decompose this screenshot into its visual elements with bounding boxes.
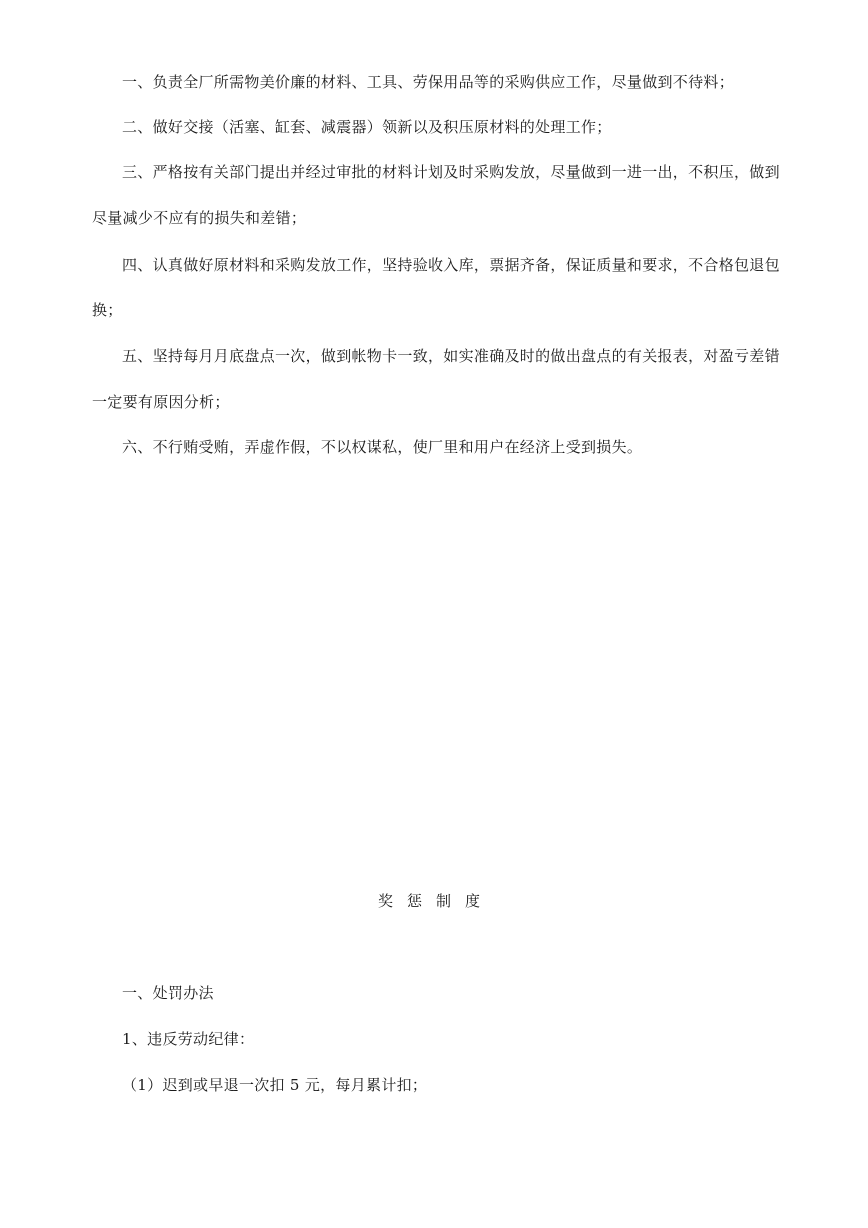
duty-5: 五、坚持每月月底盘点一次，做到帐物卡一致，如实准确及时的做出盘点的有关报表，对盈亏差错 [122,347,780,365]
duty-5-continued: 一定要有原因分析； [92,393,230,411]
duty-3-continued: 尽量减少不应有的损失和差错； [92,209,307,227]
section-subheading: 1、违反劳动纪律： [122,1030,255,1048]
duty-4-continued: 换； [92,301,123,319]
duty-1: 一、负责全厂所需物美价廉的材料、工具、劳保用品等的采购供应工作，尽量做到不待料； [122,73,735,91]
section-title: 奖惩制度 [378,892,495,910]
section-item: （1）迟到或早退一次扣 5 元，每月累计扣； [122,1076,428,1094]
duty-2: 二、做好交接（活塞、缸套、减震器）领新以及积压原材料的处理工作； [122,118,612,136]
duty-6: 六、不行贿受贿，弄虚作假，不以权谋私，使厂里和用户在经济上受到损失。 [122,438,643,456]
section-heading: 一、处罚办法 [122,984,214,1002]
duty-3: 三、严格按有关部门提出并经过审批的材料计划及时采购发放，尽量做到一进一出，不积压，做到 [122,163,780,181]
duty-4: 四、认真做好原材料和采购发放工作，坚持验收入库，票据齐备，保证质量和要求，不合格包退包 [122,256,780,274]
